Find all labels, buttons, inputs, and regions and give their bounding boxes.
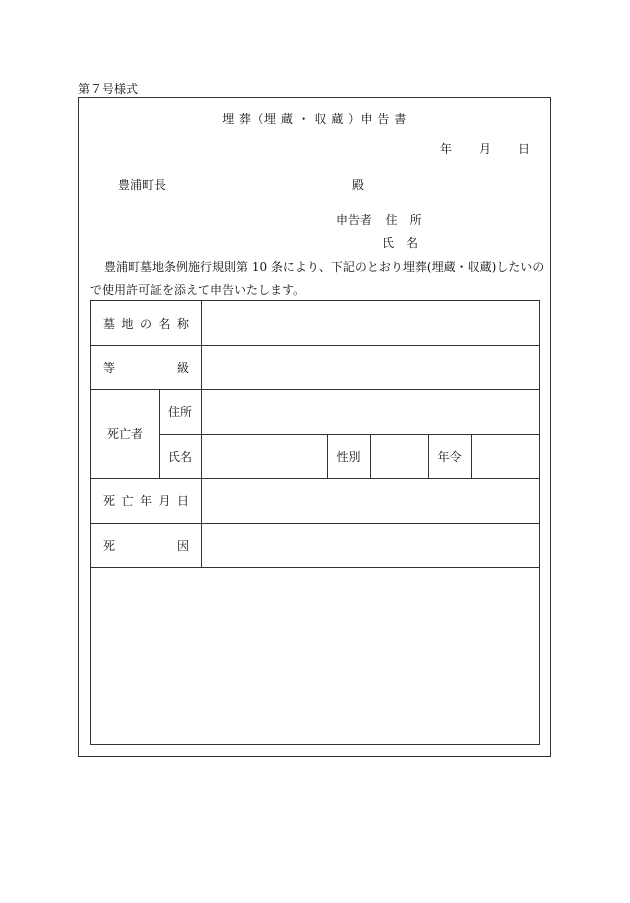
addressee: 豊浦町長 (118, 178, 167, 192)
deceased-name-field[interactable] (202, 434, 327, 478)
date-day-label: 日 (518, 142, 531, 156)
applicant-address-row (336, 211, 422, 228)
body-paragraph: 豊浦町墓地条例施行規則第 10 条により、下記のとおり埋葬(埋蔵・収蔵)したいので使用許可証を添えて申告いたします。 (90, 260, 545, 297)
application-table (90, 300, 540, 745)
label-sex: 性別 (336, 449, 361, 464)
age-field[interactable] (472, 434, 539, 478)
date-line (440, 140, 530, 157)
grade-field[interactable] (202, 345, 539, 389)
label-deceased: 死亡者 (106, 427, 143, 441)
date-month-label: 月 (479, 142, 492, 156)
deceased-address-field[interactable] (202, 389, 539, 434)
date-year-label: 年 (440, 142, 453, 156)
label-cause-of-death: 死 因 (103, 538, 189, 553)
document-title: 埋 葬（埋 蔵 ・ 収 蔵 ）申 告 書 (222, 112, 407, 126)
label-cemetery-name: 墓 地 の 名 称 (103, 316, 189, 331)
applicant-label: 申告者 (336, 213, 373, 227)
cause-of-death-field[interactable] (202, 523, 539, 567)
cemetery-name-field[interactable] (202, 301, 539, 345)
honorific: 殿 (352, 178, 365, 192)
applicant-name-label: 氏 名 (382, 236, 419, 250)
remarks-area[interactable] (91, 568, 539, 744)
label-address: 住所 (167, 405, 192, 419)
applicant-address-label: 住 所 (385, 213, 422, 227)
death-date-field[interactable] (202, 478, 539, 523)
form-number: 第７号様式 (78, 82, 139, 96)
label-name: 氏名 (167, 449, 192, 464)
label-age: 年令 (437, 449, 462, 464)
label-grade: 等 級 (103, 360, 189, 375)
sex-field[interactable] (371, 434, 428, 478)
label-death-date: 死 亡 年 月 日 (103, 494, 189, 508)
